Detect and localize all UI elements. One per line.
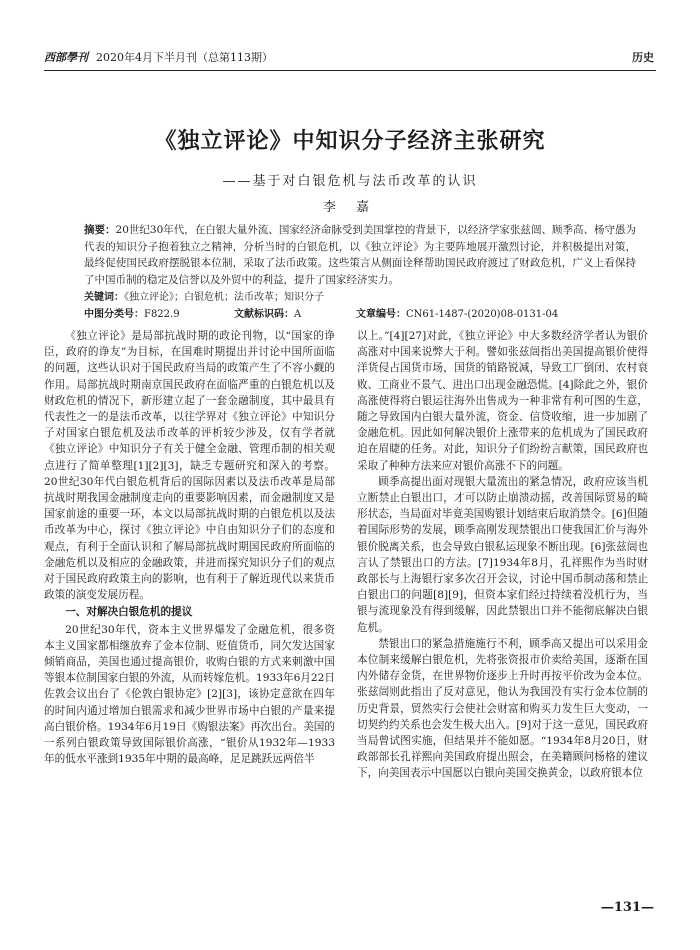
body-paragraph: 20世纪30年代，资本主义世界爆发了金融危机，很多资本主义国家都相继放弃了金本位制、贬值货币，同欠发达国家倾销商品，美国也通过提高银价，收购白银的方式来刺激中国等银本位制国家白银的外流，从而转嫁危机。1933年6月22日佐敦会议出台了《伦敦白银协定》[2][3]，该协定意欲在四年的时间内通过增加白银需求和减少世界市场中白银的产量来提高白银价格。1934年6月19日《购银法案》再次出台。美国的一系列白银政策导致国际银价高涨，“银价从1932年—1933年的低水平涨到1935年中期的最高峰，足足跳跃远两倍半: [44, 623, 335, 766]
issue-info: 2020年4月下半月刊（总第113期）: [96, 51, 273, 64]
right-column: [357, 328, 648, 782]
article-number-value: CN61-1487-(2020)08-0131-04: [406, 309, 559, 320]
body-paragraph: 顾季高提出面对现银大量流出的紧急情况，政府应该当机立断禁止白银出口，才可以防止崩溃动摇，改善国际贸易的畸形状态，当局面对毕竟美国购银计划结束后取消禁令。[6]但随着国际形势的发展，顾季高刚发现禁银出口使我国汇价与海外银价脱离关系，也会导致白银私运现象不断出现。[6]张兹闿也言认了禁银出口的方法。[7]1934年8月，孔祥熙作为当时财政部长与上海银行家多次召开会议，讨论中国币制动荡和禁止白银出口的问题[8][9]，但资本家们经过持续着没机行为，当银与流现象没有得到缓解，因此禁银出口并不能彻底解决白银危机。: [357, 475, 648, 634]
article-author: 李 嘉: [322, 200, 378, 215]
abstract-label: 摘要：: [84, 224, 116, 236]
body-paragraph: 禁银出口的紧急措施施行不利，顾季高又提出可以采用金本位制来缓解白银危机，先将张资报市价卖给美国，逐渐在国内外储存金货，在世界物价逐步上升时再按平价改为金本位。张兹闿则此指出了反对意见，他认为我国没有实行金本位制的历史背景，贸然实行会使社会财富和购买力发生巨大变动，一切契约约关系也会发生极大出入。[9]对于这一意见，国民政府当局曾试图实施，但结果并不能如愿。“1934年8月20日，财政部部长孔祥熙向美国政府提出照会，在美籍顾问杨格的建议下，向美国表示中国愿以白银向美国交换黄金，以政府银本位: [357, 637, 648, 780]
abstract-text: 20世纪30年代，在白银大量外流、国家经济命脉受到美国掌控的背景下，以经济学家张兹闿、顾季高、杨守愚为代表的知识分子抱着独立之精神，分析当时的白银危机，以《独立评论》为主要阵地展开激烈讨论，并积极提出对策，最终促使国民政府摆脱银本位制，采取了法币政策。这些策言从侧面诠释帮助国民政府渡过了财政危机，广义上看保持了中国币制的稳定及信誉以及外贸中的利益，提升了国家经济实力。: [84, 224, 636, 286]
doc-code-value: A: [294, 309, 302, 320]
keywords: [84, 290, 636, 306]
article-subtitle: ——基于对白银危机与法币改革的认识: [222, 174, 478, 189]
page-number: —131—: [600, 900, 654, 915]
clc-label: 中图分类号：: [84, 309, 144, 320]
article-number-label: 文章编号：: [356, 309, 406, 320]
body-paragraph: 以上。”[4][27]对此，《独立评论》中大多数经济学者认为银价高涨对中国来说弊大于利。譬如张兹闿指出美国提高银价使得洋货侵占国货市场，国货的销路锐减，导致工厂倒闭、农村衰败、工商业不景气、进出口出现金融恐慌。[4]除此之外，银价高涨使得将白银运往海外出售成为一种非常有利可图的生意，随之导致国内白银大量外流，资金、信贷收缩，进一步加剧了金融危机。因此如何解决银价上涨带来的危机成为了国民政府迫在眉睫的任务。对此，知识分子们纷纷言献策，国民政府也采取了种种方法来应对银价高涨不下的问题。: [357, 330, 648, 472]
keywords-label: 关键词：: [84, 292, 124, 303]
clc-value: F822.9: [144, 309, 180, 320]
doc-code-label: 文献标识码：: [234, 309, 294, 320]
section-heading: 一、对解决白银危机的提议: [65, 606, 193, 619]
classification-row: [84, 307, 636, 323]
article-title: 《独立评论》中知识分子经济主张研究: [154, 128, 546, 154]
left-column: [44, 328, 335, 767]
abstract: [84, 222, 636, 288]
journal-name: 西部學刊: [44, 51, 88, 64]
section-name: 历史: [632, 51, 654, 64]
body-paragraph: 《独立评论》是局部抗战时期的政论刊物，以“国家的诤臣，政府的诤友”为目标，在国难时期提出并讨论中国所面临的问题，这些认识对于国民政府当局的政策产生了不容小觑的作用。局部抗战时期南京国民政府在面临严重的白银危机以及财政危机的情况下，新形建立起了一套金融制度，其中最具有代表性之一的是法币改革，以往学界对《独立评论》中知识分子对国家白银危机及法币改革的评析较少涉及，仅有学者就《独立评论》中知识分子有关于健全金融、管理币制的相关观点进行了简单整理[1][2][3]，缺乏专题研究和深入的考察。20世纪30年代白银危机背后的国际因素以及法币改革是局部抗战时期我国金融制度走向的重要影响因素，而金融制度又是国家前途的重要一环，本文以局部抗战时期的白银危机以及法币改革为中心，探讨《独立评论》中自由知识分子们的态度和观点，有利于全面认识和了解局部抗战时期国民政府所面临的金融危机以及相应的金融政策，并进而探究知识分子们的观点对于国民政府政策主向的影响，也有利于了解近现代以来货币政策的演变发展历程。: [44, 330, 335, 602]
running-header: [44, 48, 656, 71]
keywords-text: 《独立评论》；白银危机；法币改革；知识分子: [124, 292, 324, 303]
